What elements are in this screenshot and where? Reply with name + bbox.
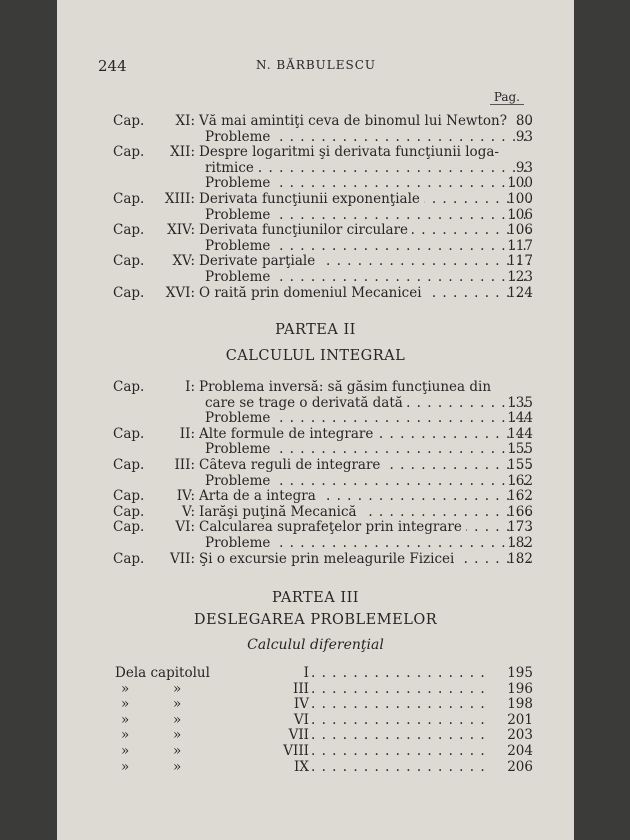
toc-page-number: 100 — [507, 190, 533, 207]
toc-chapter-number: VII: — [170, 550, 195, 567]
toc-entry-text: Probleme — [205, 208, 274, 223]
toc-entry-text: Derivate parţiale — [199, 254, 319, 269]
toc-page-number: 201 — [507, 711, 533, 728]
toc-entry-title — [199, 427, 530, 443]
toc-entry-text: Calcularea suprafeţelor prin integrare — [199, 520, 466, 535]
toc-chapter-number: VII — [288, 727, 309, 744]
toc-entry-title — [205, 536, 530, 552]
toc-page-number: 144 — [507, 425, 533, 442]
ditto-mark: » — [173, 727, 182, 744]
toc-cap-label: Cap. — [113, 253, 145, 270]
toc-page-number: 203 — [507, 727, 533, 744]
toc-cap-label: Cap. — [113, 284, 145, 301]
book-page — [57, 0, 574, 840]
toc-row — [57, 458, 574, 474]
part3-subtitle: DESLEGAREA PROBLEMELOR — [193, 612, 438, 628]
dot-leader — [311, 697, 490, 713]
toc-chapter-number: XI: — [175, 113, 195, 129]
toc-entry-title — [199, 286, 530, 302]
toc-page-number: 135 — [507, 394, 533, 411]
dot-leader — [311, 713, 490, 729]
dot-leader — [311, 744, 490, 760]
toc-entry-title — [205, 411, 530, 427]
toc-chapter-number: VI: — [175, 519, 195, 536]
toc-row — [57, 489, 574, 505]
toc-chapter-number: XV: — [172, 253, 195, 270]
toc-chapter-number: III — [293, 680, 309, 697]
dot-leader — [311, 666, 490, 682]
toc-cap-label: Cap. — [113, 425, 145, 442]
toc-page-number: 106 — [507, 206, 533, 223]
part2-title: PARTEA II — [275, 322, 356, 338]
toc-row — [57, 427, 574, 443]
toc-entry-text: Despre logaritmi şi derivata funcţiunii loga- — [199, 145, 503, 160]
toc-row — [57, 396, 574, 412]
toc-row — [57, 682, 574, 698]
toc-entry-text: O raită prin domeniul Mecanicei — [199, 286, 426, 301]
toc-page-number: 106 — [507, 222, 533, 239]
toc-cap-label: Cap. — [113, 456, 145, 473]
toc-chapter-number: VI — [293, 711, 309, 728]
toc-from-chapter-label: Dela capitolul — [115, 665, 210, 681]
toc-row — [57, 744, 574, 760]
toc-page-number: 206 — [507, 758, 533, 775]
part3-section-title: Calculul diferenţial — [247, 637, 384, 653]
toc-row — [57, 130, 574, 146]
page-number: 244 — [98, 57, 127, 75]
toc-page-number: 173 — [507, 519, 533, 536]
toc-chapter-number: XVI: — [165, 284, 195, 301]
toc-entry-text: Iarăşi puţină Mecanică — [199, 505, 361, 520]
toc-page-number: 196 — [507, 680, 533, 697]
toc-entry-title — [199, 458, 530, 474]
toc-entry-title — [199, 489, 530, 505]
toc-entry-text: ritmice — [205, 161, 258, 176]
toc-entry-title — [205, 208, 530, 224]
toc-page-number: 117 — [507, 253, 533, 270]
toc-row — [57, 505, 574, 521]
toc-row — [57, 161, 574, 177]
toc-row — [57, 145, 574, 161]
toc-entry-title — [205, 474, 530, 490]
toc-entry-title — [205, 176, 530, 192]
toc-page-number: 198 — [507, 696, 533, 713]
ditto-mark: » — [121, 742, 130, 759]
toc-cap-label: Cap. — [113, 113, 145, 129]
ditto-mark: » — [121, 711, 130, 728]
toc-page-number: 123 — [507, 268, 533, 285]
toc-page-number: 182 — [507, 550, 533, 567]
ditto-mark: » — [121, 727, 130, 744]
toc-page-number: 124 — [507, 284, 533, 301]
toc-entry-title — [199, 254, 530, 270]
toc-row — [57, 223, 574, 239]
toc-row — [57, 208, 574, 224]
toc-entry-text: Probleme — [205, 411, 274, 426]
toc-page-number: 182 — [507, 534, 533, 551]
toc-cap-label: Cap. — [113, 144, 145, 161]
toc-entry-text: Alte formule de integrare — [199, 427, 377, 442]
toc-entry-text: Probleme — [205, 442, 274, 457]
ditto-mark: » — [173, 680, 182, 697]
toc-entry-text: Vă mai amintiţi ceva de binomul lui Newton? — [199, 114, 511, 129]
ditto-mark: » — [173, 696, 182, 713]
toc-cap-label: Cap. — [113, 550, 145, 567]
toc-page-number: 204 — [507, 742, 533, 759]
toc-chapter-number: II: — [179, 425, 195, 442]
toc-page-number: 162 — [507, 488, 533, 505]
toc-entry-title — [205, 130, 530, 146]
toc-row — [57, 270, 574, 286]
toc-row — [57, 520, 574, 536]
toc-part3 — [57, 666, 574, 775]
toc-entry-title — [199, 192, 530, 208]
toc-row — [57, 239, 574, 255]
toc-entry-title — [205, 270, 530, 286]
toc-chapter-number: III: — [174, 456, 195, 473]
ditto-mark: » — [121, 696, 130, 713]
toc-cap-label: Cap. — [113, 519, 145, 536]
pag-column-label: Pag. — [490, 91, 524, 105]
toc-page-number: 117 — [507, 237, 533, 254]
toc-entry-text: Şi o excursie prin meleagurile Fizicei — [199, 552, 458, 567]
toc-chapter-number: XIV: — [167, 222, 195, 239]
toc-row — [57, 713, 574, 729]
dot-leader — [311, 682, 490, 698]
toc-entry-title — [199, 114, 530, 130]
toc-page-number: 93 — [515, 159, 533, 176]
toc-page-number: 162 — [507, 472, 533, 489]
toc-page-number: 100 — [507, 175, 533, 192]
toc-entry-title — [199, 552, 530, 568]
toc-entry-title — [199, 380, 530, 396]
toc-chapter-number: IV — [293, 696, 309, 713]
toc-chapter-number: XII: — [170, 144, 195, 161]
toc-entry-title — [199, 223, 530, 239]
toc-entry-text: Problema inversă: să găsim funcţiunea din — [199, 380, 495, 395]
toc-entry-title — [199, 520, 530, 536]
toc-chapter-number: VIII — [283, 742, 309, 759]
toc-row — [57, 760, 574, 776]
toc-page-number: 195 — [507, 665, 533, 681]
page-header — [98, 57, 534, 77]
toc-entry-title — [205, 239, 530, 255]
ditto-mark: » — [173, 742, 182, 759]
toc-row — [57, 442, 574, 458]
toc-page-number: 155 — [507, 456, 533, 473]
toc-entry-text: Probleme — [205, 474, 274, 489]
toc-chapter-number: IV: — [176, 488, 195, 505]
toc-row — [57, 380, 574, 396]
toc-row — [57, 666, 574, 682]
toc-part2 — [57, 380, 574, 567]
toc-row — [57, 286, 574, 302]
toc-entry-text: Arta de a integra — [199, 489, 320, 504]
toc-chapter-number: I: — [185, 379, 195, 395]
toc-row — [57, 254, 574, 270]
toc-page-number: 93 — [515, 128, 533, 145]
toc-entry-title — [199, 505, 530, 521]
ditto-mark: » — [173, 758, 182, 775]
running-head-author: N. BĂRBULESCU — [255, 58, 377, 72]
toc-cap-label: Cap. — [113, 222, 145, 239]
toc-entry-text: Probleme — [205, 536, 274, 551]
toc-row — [57, 536, 574, 552]
dot-leader — [311, 760, 490, 776]
toc-chapter-number: XIII: — [164, 190, 195, 207]
toc-page-number: 144 — [507, 410, 533, 427]
toc-entry-text: Derivata funcţiunii exponenţiale — [199, 192, 424, 207]
ditto-mark: » — [173, 711, 182, 728]
toc-chapter-number: I — [303, 665, 309, 681]
toc-row — [57, 728, 574, 744]
toc-cap-label: Cap. — [113, 379, 145, 395]
toc-cap-label: Cap. — [113, 190, 145, 207]
toc-page-number: 166 — [507, 503, 533, 520]
toc-part1 — [57, 114, 574, 301]
toc-entry-text: Probleme — [205, 239, 274, 254]
toc-entry-title — [205, 161, 530, 177]
toc-chapter-number: V: — [182, 503, 195, 520]
toc-row — [57, 411, 574, 427]
toc-entry-text: Derivata funcţiunilor circulare — [199, 223, 412, 238]
toc-row — [57, 474, 574, 490]
toc-page-number: 80 — [515, 113, 533, 129]
toc-entry-text: Probleme — [205, 270, 274, 285]
toc-entry-text: Câteva reguli de integrare — [199, 458, 384, 473]
part2-subtitle: CALCULUL INTEGRAL — [225, 348, 406, 364]
toc-row — [57, 114, 574, 130]
toc-row — [57, 176, 574, 192]
toc-row — [57, 552, 574, 568]
toc-chapter-number: IX — [294, 758, 309, 775]
toc-cap-label: Cap. — [113, 503, 145, 520]
ditto-mark: » — [121, 758, 130, 775]
toc-entry-title — [205, 396, 530, 412]
toc-entry-text: Probleme — [205, 176, 274, 191]
toc-entry-text: care se trage o derivată dată — [205, 396, 407, 411]
toc-entry-title — [199, 145, 530, 161]
dot-leader — [311, 728, 490, 744]
ditto-mark: » — [121, 680, 130, 697]
toc-entry-title — [205, 442, 530, 458]
toc-page-number: 155 — [507, 441, 533, 458]
toc-entry-text: Probleme — [205, 130, 274, 145]
part3-title: PARTEA III — [271, 590, 360, 606]
toc-row — [57, 697, 574, 713]
toc-cap-label: Cap. — [113, 488, 145, 505]
toc-row — [57, 192, 574, 208]
